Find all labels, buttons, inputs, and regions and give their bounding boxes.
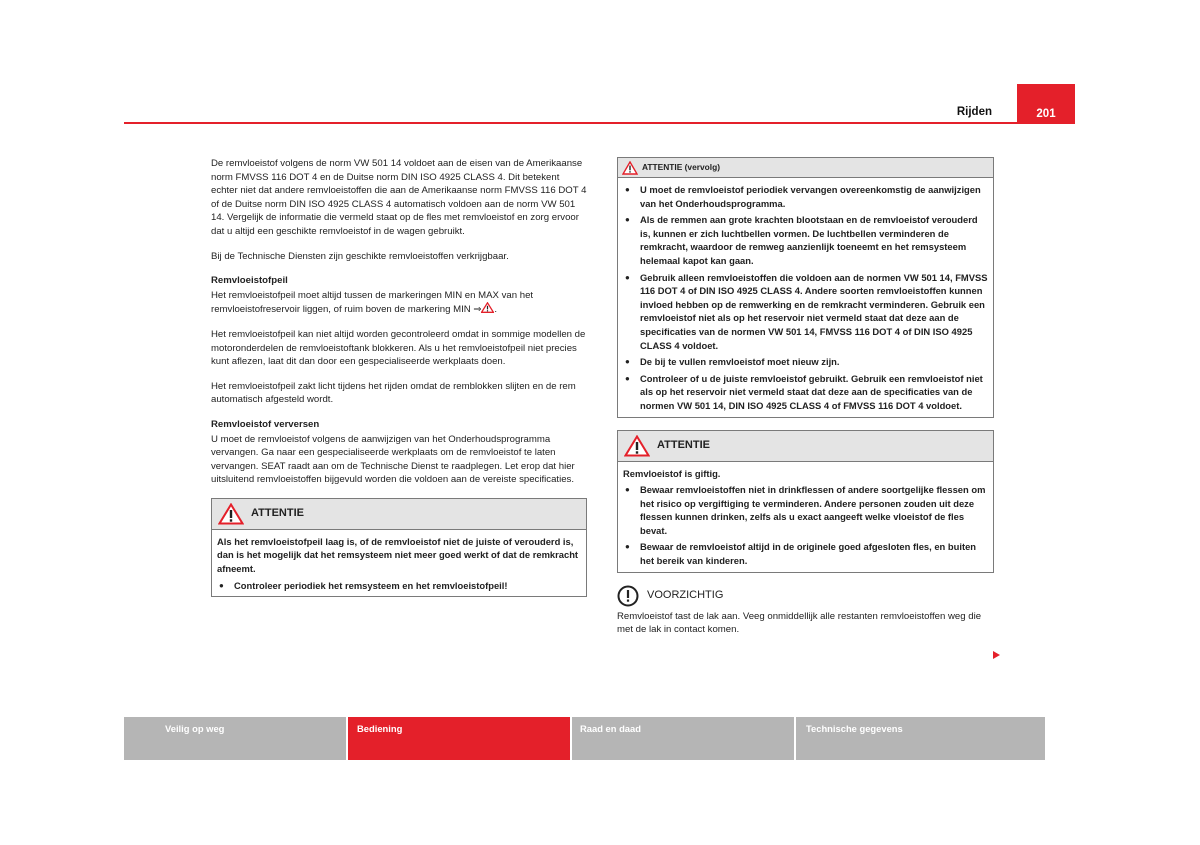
bullet-text: Controleer periodiek het remsysteem en het remvloeistofpeil! [234,579,508,591]
caution-header [617,585,994,607]
caution-text: Remvloeistof tast de lak aan. Veeg onmiddellijk alle restanten remvloeistoffen weg die met de lak in contact komen. [617,610,982,636]
bullet-icon: ● [625,542,630,552]
header-rule [124,122,1075,124]
bullet-text: Gebruik alleen remvloeistoffen die voldoen aan de normen VW 501 14, FMVSS 116 DOT 4 of DIN ISO 4925 CLASS 4. Andere soorten remvloeistoffen kunnen invloed hebben op de remwerking en de remkracht verminderen. Gebruik een remvloeistof niet als op het reservoir niet vermeld staat dat deze aan de specificaties van de normen VW 501 14, FMVSS 116 DOT 4 of DIN ISO 4925 CLASS 4 voldoet. [640,271,988,351]
tab-veilig-op-weg[interactable]: Veilig op weg [124,717,346,760]
warning-bullet [623,271,988,353]
warning-title: ATTENTIE [657,438,710,451]
tab-raad-en-daad[interactable]: Raad en daad [572,717,794,760]
warning-body [618,178,993,417]
right-column [617,157,994,637]
warning-triangle-icon [218,503,244,525]
page-number: 201 [1017,84,1075,124]
tab-bediening[interactable]: Bediening [348,717,570,760]
warning-box [211,498,587,597]
warning-bullet [623,213,988,267]
warning-triangle-icon [622,161,638,175]
bullet-text: Bewaar de remvloeistof altijd in de originele goed afgesloten fles, en buiten het bereik van kinderen. [640,541,977,567]
warning-header [212,499,586,530]
warning-title: ATTENTIE (vervolg) [642,161,721,172]
exclamation-circle-icon [617,585,639,607]
body-paragraph: Het remvloeistofpeil zakt licht tijdens het rijden omdat de remblokken slijten en de rem automatisch afgesteld wordt. [211,380,576,406]
body-text: Het remvloeistofpeil moet altijd tussen de markeringen MIN en MAX van het remvloeistofreservoir liggen, of ruim boven de markering MIN [211,289,534,316]
section-heading: Remvloeistofpeil [211,275,288,287]
bullet-text: Bewaar remvloeistoffen niet in drinkflessen of andere soortgelijke flessen om het risico op vergiftiging te verminderen. Andere personen zouden uit deze flessen kunnen drinken, zelfs als u exact aangeeft welke vloeistof de fles bevat. [640,484,986,536]
bullet-icon: ● [625,357,630,367]
warning-body [212,530,586,596]
intro-paragraph: De remvloeistof volgens de norm VW 501 14 voldoet aan de eisen van de Amerikaanse norm FMVSS 116 DOT 4 en de Duitse norm DIN ISO 4925 CLASS 4. Dit betekent echter niet dat andere remvloeistoffen die aan de Amerikaanse norm FMVSS 116 DOT 4 of de Duitse norm DIN ISO 4925 CLASS 4 automatisch voldoen aan de norm VW 501 14. Vergelijk de informatie die vermeld staat op de fles met remvloeistof en zorg ervoor dat u altijd een geschikte remvloeistof in de wagen gebruikt. [211,158,587,237]
bullet-icon: ● [625,185,630,194]
bullet-text: De bij te vullen remvloeistof moet nieuw zijn. [640,356,840,368]
section-title: Rijden [956,106,992,118]
intro-paragraph: Bij de Technische Diensten zijn geschikte remvloeistoffen verkrijgbaar. [211,250,509,262]
warning-triangle-icon [624,435,650,457]
footer-nav [124,717,1075,760]
warning-bullet [623,372,988,413]
body-paragraph: Het remvloeistofpeil kan niet altijd worden gecontroleerd omdat in sommige modellen de motoronderdelen de remvloeistoftank blokkeren. Als u het remvloeistofpeil niet precies kunt aflezen, laat dit dan door een gespecialiseerde werkplaats doen. [211,328,586,368]
warning-bullet [623,483,988,537]
warning-body [618,462,993,572]
bullet-icon: ● [625,272,630,282]
bullet-icon: ● [625,215,630,225]
warning-bullet [623,355,988,369]
section-heading: Remvloeistof verversen [211,418,320,430]
bullet-text: U moet de remvloeistof periodiek vervangen overeenkomstig de aanwijzigen van het Onderhoudsprogramma. [640,184,981,209]
warning-bullet [623,183,988,210]
warning-bullet [217,579,581,593]
warning-intro: Remvloeistof is giftig. [623,467,721,479]
warning-ref-icon[interactable] [481,302,494,313]
bullet-icon: ● [219,580,224,590]
warning-intro: Als het remvloeistofpeil laag is, of de remvloeistof niet de juiste of verouderd is, dan is het mogelijk dat het remsysteem niet meer goed werkt of dat de remkracht afneemt. [217,535,579,575]
continue-arrow-icon [993,651,1000,659]
body-paragraph: U moet de remvloeistof volgens de aanwijzigen van het Onderhoudsprogramma vervangen. Ga naar een gespecialiseerde werkplaats om de remvloeistof te laten vervangen. SEAT raadt aan om de Technische Dienst te raadplegen. Let erop dat hier uitsluitend remvloeistoffen bijgevuld worden die voldoen aan de vereiste specificaties. [211,433,575,486]
caution-title: VOORZICHTIG [647,588,724,601]
warning-bullet [623,540,988,567]
tab-technische-gegevens[interactable]: Technische gegevens [796,717,1045,760]
warning-header [618,431,993,462]
warning-box [617,430,994,573]
bullet-text: Controleer of u de juiste remvloeistof gebruikt. Gebruik een remvloeistof niet als op het reservoir niet vermeld staat dat deze aan de specificaties van de normen VW 501 14, DIN ISO 4925 CLASS 4 of FMVSS 116 DOT 4 voldoet. [640,372,983,411]
bullet-icon: ● [625,485,630,495]
warning-continued-box [617,157,994,418]
warning-title: ATTENTIE [251,507,304,520]
reference-arrow: ⇒ [473,304,482,316]
bullet-text: Als de remmen aan grote krachten blootstaan en de remvloeistof verouderd is, kunnen er zich luchtbellen vormen. De luchtbellen verminderen de remkracht, waardoor de remweg aanzienlijk toeneemt en het remsysteem helemaal kapot kan gaan. [640,214,978,266]
body-paragraph: Het remvloeistofpeil moet altijd tussen de markeringen MIN en MAX van het remvloeistofreservoir liggen, of ruim boven de markering MIN ⇒ . [211,289,534,316]
bullet-icon: ● [625,373,630,383]
left-column [211,157,587,597]
warning-header [618,158,993,178]
